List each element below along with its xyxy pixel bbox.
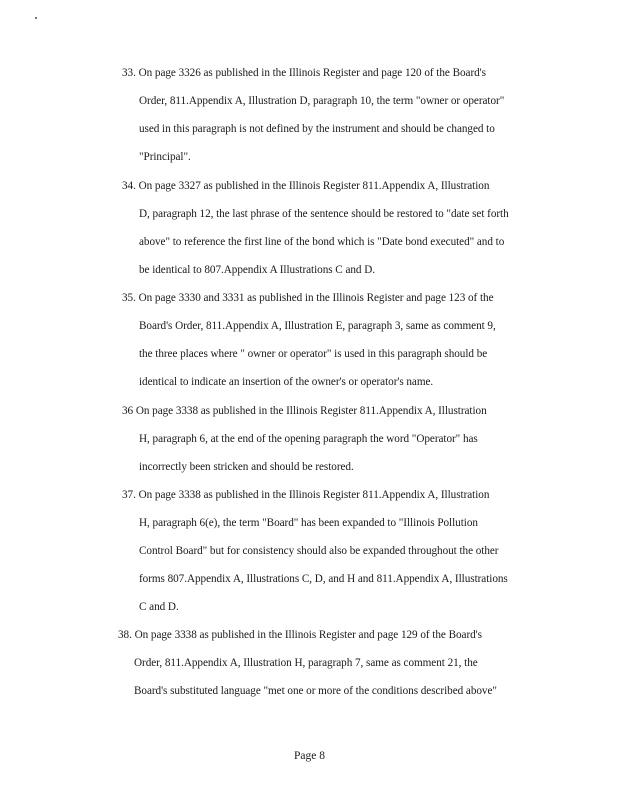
item-38-line-2: Order, 811.Appendix A, Illustration H, paragraph 7, same as comment 21, the bbox=[134, 657, 478, 669]
item-37-line-1: 37. On page 3338 as published in the Illinois Register 811.Appendix A, Illustration bbox=[122, 489, 490, 501]
item-36-line-3: incorrectly been stricken and should be restored. bbox=[139, 461, 354, 473]
item-37-line-2: H, paragraph 6(e), the term "Board" has been expanded to "Illinois Pollution bbox=[139, 517, 478, 529]
item-33-line-1: 33. On page 3326 as published in the Illinois Register and page 120 of the Board's bbox=[122, 67, 486, 79]
item-38-line-1: 38. On page 3338 as published in the Illinois Register and page 129 of the Board's bbox=[118, 629, 482, 641]
item-35-line-3: the three places where " owner or operator" is used in this paragraph should be bbox=[139, 348, 488, 360]
item-34-line-3: above" to reference the first line of the bond which is "Date bond executed" and to bbox=[139, 236, 505, 248]
item-35-line-2: Board's Order, 811.Appendix A, Illustration E, paragraph 3, same as comment 9, bbox=[139, 320, 496, 332]
item-36-line-1: 36 On page 3338 as published in the Illinois Register 811.Appendix A, Illustration bbox=[122, 405, 487, 417]
page-number: Page 8 bbox=[294, 750, 325, 762]
item-35-line-4: identical to indicate an insertion of the owner's or operator's name. bbox=[139, 376, 434, 388]
item-37-line-3: Control Board" but for consistency should also be expanded throughout the other bbox=[139, 545, 499, 557]
item-34-line-4: be identical to 807.Appendix A Illustrations C and D. bbox=[139, 264, 375, 276]
item-38-line-3: Board's substituted language "met one or more of the conditions described above" bbox=[134, 685, 497, 697]
item-34-line-2: D, paragraph 12, the last phrase of the sentence should be restored to "date set forth bbox=[139, 208, 509, 220]
item-35-line-1: 35. On page 3330 and 3331 as published in the Illinois Register and page 123 of the bbox=[122, 292, 494, 304]
scan-speck bbox=[35, 17, 37, 19]
item-33-line-3: used in this paragraph is not defined by the instrument and should be changed to bbox=[139, 123, 495, 135]
item-37-line-5: C and D. bbox=[139, 601, 179, 613]
item-34-line-1: 34. On page 3327 as published in the Illinois Register 811.Appendix A, Illustration bbox=[122, 180, 490, 192]
item-33-line-4: "Principal". bbox=[139, 151, 191, 163]
item-37-line-4: forms 807.Appendix A, Illustrations C, D, and H and 811.Appendix A, Illustrations bbox=[139, 573, 508, 585]
item-36-line-2: H, paragraph 6, at the end of the opening paragraph the word "Operator" has bbox=[139, 433, 478, 445]
item-33-line-2: Order, 811.Appendix A, Illustration D, paragraph 10, the term "owner or operator" bbox=[139, 95, 505, 107]
